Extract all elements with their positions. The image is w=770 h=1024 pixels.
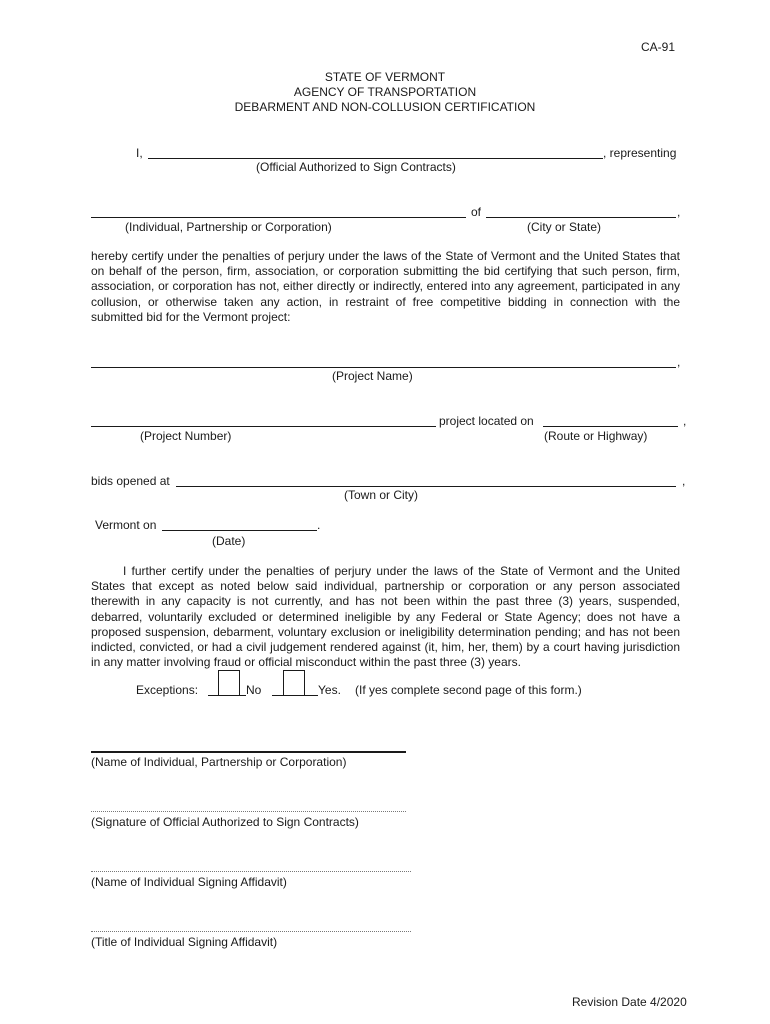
- header-agency: AGENCY OF TRANSPORTATION: [293, 85, 477, 99]
- entity-name-line[interactable]: [91, 751, 406, 753]
- route-field[interactable]: [543, 426, 678, 427]
- signature-caption: (Signature of Official Authorized to Sign Contracts): [91, 815, 359, 829]
- header-title: DEBARMENT AND NON-COLLUSION CERTIFICATION: [234, 100, 536, 114]
- form-id: CA-91: [641, 40, 676, 54]
- official-suffix: , representing: [603, 146, 677, 160]
- town-comma: ,: [682, 474, 686, 488]
- exceptions-label: Exceptions:: [136, 683, 199, 697]
- date-field[interactable]: [162, 530, 317, 531]
- project-located-on: project located on: [439, 414, 534, 428]
- route-comma: ,: [683, 414, 687, 428]
- project-number-field[interactable]: [91, 426, 436, 427]
- revision-date: Revision Date 4/2020: [572, 995, 687, 1009]
- city-caption: (City or State): [527, 220, 602, 234]
- exceptions-note: (If yes complete second page of this form.): [355, 683, 582, 697]
- date-period: .: [317, 518, 321, 532]
- no-checkbox[interactable]: [218, 670, 240, 696]
- city-comma: ,: [677, 205, 681, 219]
- date-caption: (Date): [212, 534, 246, 548]
- project-name-comma: ,: [677, 355, 681, 369]
- affiant-title-caption: (Title of Individual Signing Affidavit): [91, 935, 278, 949]
- town-field[interactable]: [176, 486, 676, 487]
- official-caption: (Official Authorized to Sign Contracts): [256, 160, 456, 174]
- bids-opened-at: bids opened at: [91, 474, 170, 488]
- official-name-field[interactable]: [148, 158, 603, 159]
- header-state: STATE OF VERMONT: [324, 70, 446, 84]
- yes-checkbox[interactable]: [283, 670, 305, 696]
- town-caption: (Town or City): [344, 488, 419, 502]
- entity-field[interactable]: [91, 217, 466, 218]
- project-name-field[interactable]: [91, 367, 676, 368]
- entity-caption: (Individual, Partnership or Corporation): [125, 220, 332, 234]
- entity-name-caption: (Name of Individual, Partnership or Corporation): [91, 755, 347, 769]
- city-state-field[interactable]: [486, 217, 676, 218]
- signature-line[interactable]: [91, 811, 406, 812]
- affiant-title-line[interactable]: [91, 931, 411, 932]
- certification-paragraph: hereby certify under the penalties of perjury under the laws of the State of Vermont and the United States that on behalf of the person, firm, association, or corporation submitting the bid certifying that such person, firm, association, or corporation has not, either directly or indirectly, entered into any agreement, participated in any collusion, or otherwise taken any action, in restraint of free competitive bidding in connection with the submitted bid for the Vermont project:: [91, 249, 680, 324]
- official-prefix: I,: [136, 146, 143, 160]
- vermont-on: Vermont on: [95, 518, 157, 532]
- project-name-caption: (Project Name): [332, 369, 413, 383]
- no-label: No: [246, 683, 262, 697]
- affiant-name-caption: (Name of Individual Signing Affidavit): [91, 875, 287, 889]
- affiant-name-line[interactable]: [91, 871, 411, 872]
- entity-of: of: [471, 205, 482, 219]
- route-caption: (Route or Highway): [544, 429, 648, 443]
- yes-label: Yes.: [318, 683, 341, 697]
- project-number-caption: (Project Number): [140, 429, 232, 443]
- further-certification-paragraph: I further certify under the penalties of perjury under the laws of the State of Vermont and the United States that except as noted below said individual, partnership or corporation or any person associated therewith in any capacity is not currently, and has not been within the past three (3) years, suspended, debarred, voluntarily excluded or determined ineligible by any Federal or State Agency; does not have a proposed suspension, debarment, voluntary exclusion or ineligibility determination pending; and has not been indicted, convicted, or had a civil judgement rendered against (it, him, her, them) by a court having jurisdiction in any matter involving fraud or official misconduct within the past three (3) years.: [91, 564, 680, 670]
